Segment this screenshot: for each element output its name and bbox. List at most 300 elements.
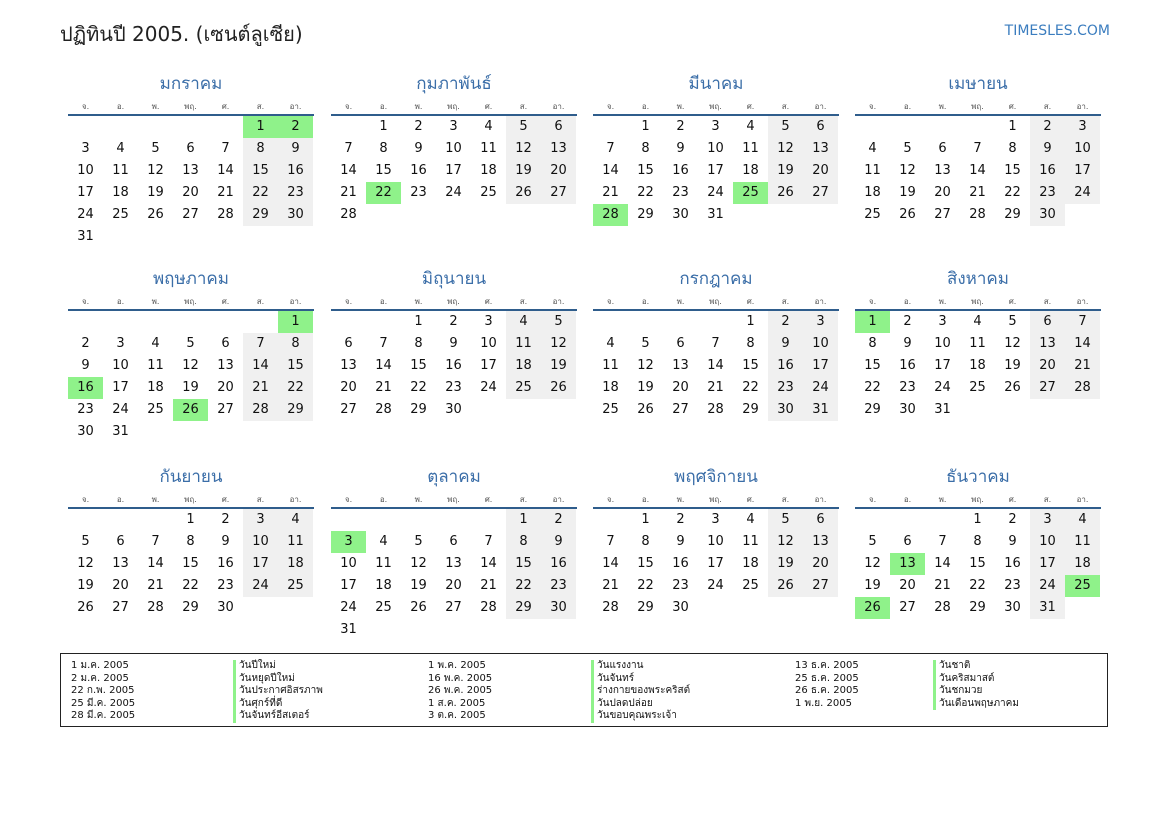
weekday-label: จ.: [868, 102, 877, 111]
day-cell: 12: [506, 138, 541, 160]
day-cell: 5: [81, 534, 90, 549]
day-cell: 28: [217, 207, 234, 222]
day-cell: 15: [243, 160, 278, 182]
day-cell: 8: [1008, 141, 1017, 156]
day-cell: 19: [147, 185, 164, 200]
day-cell: 7: [606, 534, 615, 549]
week-row: [593, 182, 839, 204]
day-cell: 23: [672, 578, 689, 593]
weekday-label: อา.: [552, 297, 565, 306]
weekday-label: อา.: [1076, 102, 1089, 111]
empty-cell: [593, 116, 628, 138]
empty-cell: [331, 116, 366, 138]
month-calendar: [855, 267, 1101, 421]
day-cell: 5: [414, 534, 423, 549]
day-cell: 12: [182, 358, 199, 373]
day-cell: 17: [934, 358, 951, 373]
empty-cell: [593, 509, 628, 531]
weekday-header: [855, 100, 1101, 116]
day-cell: 23: [445, 380, 462, 395]
weekday-header: [855, 493, 1101, 509]
holiday-name: วันชาติ: [933, 660, 1019, 673]
day-cell: 3: [711, 512, 720, 527]
empty-cell: [278, 597, 313, 619]
holiday-date: 26 ธ.ค. 2005: [795, 685, 859, 696]
holiday-dates-col1: [71, 660, 135, 723]
week-row: [855, 333, 1101, 355]
empty-cell: [173, 116, 208, 138]
weekday-label: จ.: [344, 297, 353, 306]
week-row: [593, 377, 839, 399]
day-cell: 11: [969, 336, 986, 351]
weekday-label: พฤ.: [709, 102, 722, 111]
empty-cell: [243, 226, 278, 248]
week-row: [593, 509, 839, 531]
day-cell: 19: [77, 578, 94, 593]
day-cell: 18: [1065, 553, 1100, 575]
weekday-label: พฤ.: [184, 495, 197, 504]
day-cell: 12: [768, 531, 803, 553]
day-cell: 22: [506, 575, 541, 597]
month-calendar: [855, 465, 1101, 619]
day-cell: 9: [768, 333, 803, 355]
week-row: [593, 311, 839, 333]
weekday-label: ส.: [781, 495, 790, 504]
weekday-label: ศ.: [746, 102, 755, 111]
empty-cell: [1065, 204, 1100, 226]
day-cell: 9: [1008, 534, 1017, 549]
day-cell: 23: [1004, 578, 1021, 593]
day-cell: 6: [116, 534, 125, 549]
day-cell: 12: [637, 358, 654, 373]
weekday-label: ส.: [1043, 102, 1052, 111]
day-cell: 5: [768, 509, 803, 531]
weekday-label: ศ.: [1008, 495, 1017, 504]
day-cell: 11: [375, 556, 392, 571]
week-row: [331, 138, 577, 160]
day-cell: 17: [1065, 160, 1100, 182]
day-cell: 13: [803, 138, 838, 160]
day-cell: 20: [803, 553, 838, 575]
weekday-label: พ.: [151, 495, 160, 504]
day-cell: 24: [243, 575, 278, 597]
day-cell: 15: [410, 358, 427, 373]
day-cell: 20: [112, 578, 129, 593]
empty-cell: [208, 311, 243, 333]
empty-cell: [243, 311, 278, 333]
day-cell: 3: [1065, 116, 1100, 138]
day-cell: 2: [414, 119, 423, 134]
day-cell: 11: [742, 534, 759, 549]
day-cell: 11: [112, 163, 129, 178]
day-cell: 3: [243, 509, 278, 531]
empty-cell: [68, 116, 103, 138]
day-cell: 22: [742, 380, 759, 395]
weekday-label: พฤ.: [184, 297, 197, 306]
week-row: [331, 575, 577, 597]
weekday-header: [68, 493, 314, 509]
week-row: [68, 531, 314, 553]
day-cell: 21: [217, 185, 234, 200]
day-cell: 1: [414, 314, 423, 329]
month-calendar: [68, 72, 314, 248]
day-cell: 30: [672, 207, 689, 222]
month-calendar: [331, 72, 577, 226]
empty-cell: [541, 619, 576, 641]
weekday-label: อ.: [903, 102, 912, 111]
day-cell: 3: [711, 119, 720, 134]
day-cell: 21: [707, 380, 724, 395]
day-cell: 10: [803, 333, 838, 355]
day-cell: 30: [445, 402, 462, 417]
day-cell: 22: [278, 377, 313, 399]
day-cell: 7: [973, 141, 982, 156]
day-cell: 21: [147, 578, 164, 593]
day-cell: 20: [803, 160, 838, 182]
day-cell: 24: [803, 377, 838, 399]
empty-cell: [803, 597, 838, 619]
weekday-label: พ.: [414, 102, 423, 111]
day-cell: 31: [803, 399, 838, 421]
weekday-label: พ.: [414, 297, 423, 306]
weekday-label: อ.: [116, 297, 125, 306]
week-row: [855, 531, 1101, 553]
day-cell: 17: [243, 553, 278, 575]
day-cell: 5: [186, 336, 195, 351]
week-row: [855, 204, 1101, 226]
holiday-date: 26 พ.ค. 2005: [428, 685, 493, 696]
day-cell: 13: [672, 358, 689, 373]
day-cell: 29: [637, 600, 654, 615]
day-cell: 24: [480, 380, 497, 395]
day-cell: 1: [641, 119, 650, 134]
day-cell: 27: [934, 207, 951, 222]
day-cell: 20: [217, 380, 234, 395]
empty-cell: [243, 421, 278, 443]
empty-cell: [173, 421, 208, 443]
day-cell: 1: [973, 512, 982, 527]
day-cell: 28: [707, 402, 724, 417]
weekday-label: พฤ.: [447, 495, 460, 504]
empty-cell: [103, 116, 138, 138]
empty-cell: [855, 116, 890, 138]
weekday-label: ส.: [1043, 297, 1052, 306]
day-cell: 3: [81, 141, 90, 156]
empty-cell: [855, 509, 890, 531]
day-cell: 8: [243, 138, 278, 160]
empty-cell: [208, 421, 243, 443]
empty-cell: [331, 311, 366, 333]
day-cell: 12: [410, 556, 427, 571]
weekday-label: จ.: [868, 297, 877, 306]
day-cell: 6: [676, 336, 685, 351]
day-cell: 9: [221, 534, 230, 549]
day-cell: 14: [340, 163, 357, 178]
day-cell: 29: [864, 402, 881, 417]
weekday-label: พ.: [676, 495, 685, 504]
day-cell: 26: [541, 377, 576, 399]
empty-cell: [208, 226, 243, 248]
month-calendar: [68, 465, 314, 619]
day-cell: 15: [864, 358, 881, 373]
day-cell: 1: [506, 509, 541, 531]
day-cell: 16: [278, 160, 313, 182]
day-cell: 28: [1065, 377, 1100, 399]
empty-cell: [890, 116, 925, 138]
day-cell: 30: [1030, 204, 1065, 226]
day-cell: 30: [899, 402, 916, 417]
day-cell: 22: [637, 185, 654, 200]
day-cell: 15: [637, 163, 654, 178]
day-cell: 8: [186, 534, 195, 549]
day-cell: 9: [541, 531, 576, 553]
weekday-label: จ.: [81, 495, 90, 504]
day-cell: 21: [243, 377, 278, 399]
day-cell: 25: [278, 575, 313, 597]
day-cell: 17: [340, 578, 357, 593]
holiday-name: วันปีใหม่: [233, 660, 323, 673]
day-cell: 20: [899, 578, 916, 593]
month-name: พฤษภาคม: [152, 269, 230, 289]
day-cell: 6: [1030, 311, 1065, 333]
week-row: [593, 575, 839, 597]
week-row: [593, 531, 839, 553]
day-cell: 5: [868, 534, 877, 549]
weekday-label: ส.: [1043, 495, 1052, 504]
day-cell: 5: [768, 116, 803, 138]
empty-cell: [506, 619, 541, 641]
day-cell: 29: [278, 399, 313, 421]
day-cell: 28: [375, 402, 392, 417]
day-cell: 3: [331, 531, 366, 553]
weekday-label: อ.: [903, 297, 912, 306]
month-name: ตุลาคม: [427, 467, 481, 487]
empty-cell: [331, 509, 366, 531]
weekday-label: อ.: [379, 495, 388, 504]
day-cell: 2: [278, 116, 313, 138]
holiday-date: 2 ม.ค. 2005: [71, 672, 129, 684]
month-name: กรกฎาคม: [679, 269, 753, 289]
weekday-label: ศ.: [746, 297, 755, 306]
empty-cell: [401, 619, 436, 641]
empty-cell: [103, 226, 138, 248]
month-name: พฤศจิกายน: [674, 467, 758, 487]
day-cell: 21: [602, 578, 619, 593]
day-cell: 2: [676, 119, 685, 134]
day-cell: 2: [676, 512, 685, 527]
day-cell: 1: [746, 314, 755, 329]
empty-cell: [593, 311, 628, 333]
empty-cell: [768, 597, 803, 619]
empty-cell: [243, 597, 278, 619]
weekday-label: จ.: [868, 495, 877, 504]
week-row: [331, 333, 577, 355]
day-cell: 29: [969, 600, 986, 615]
day-cell: 13: [217, 358, 234, 373]
day-cell: 10: [77, 163, 94, 178]
day-cell: 27: [541, 182, 576, 204]
day-cell: 28: [340, 207, 357, 222]
day-cell: 16: [899, 358, 916, 373]
weekday-label: ส.: [519, 495, 528, 504]
month-name: มกราคม: [159, 74, 223, 94]
day-cell: 15: [506, 553, 541, 575]
day-cell: 1: [641, 512, 650, 527]
week-row: [593, 160, 839, 182]
weekday-label: อ.: [641, 495, 650, 504]
day-cell: 29: [243, 204, 278, 226]
day-cell: 15: [969, 556, 986, 571]
day-cell: 27: [182, 207, 199, 222]
day-cell: 1: [186, 512, 195, 527]
weekday-label: อา.: [814, 102, 827, 111]
day-cell: 19: [1004, 358, 1021, 373]
day-cell: 25: [147, 402, 164, 417]
empty-cell: [663, 311, 698, 333]
site-link[interactable]: TIMESLES.COM: [1004, 23, 1110, 39]
month-name: มิถุนายน: [421, 269, 487, 289]
weekday-label: จ.: [606, 102, 615, 111]
day-cell: 8: [746, 336, 755, 351]
empty-cell: [436, 204, 471, 226]
week-row: [593, 333, 839, 355]
day-cell: 22: [182, 578, 199, 593]
weekday-label: พฤ.: [184, 102, 197, 111]
week-row: [593, 116, 839, 138]
day-cell: 20: [445, 578, 462, 593]
day-cell: 31: [77, 229, 94, 244]
week-row: [68, 160, 314, 182]
weekday-header: [593, 295, 839, 311]
weekday-label: ส.: [781, 102, 790, 111]
empty-cell: [1065, 597, 1100, 619]
weekday-label: พ.: [938, 495, 947, 504]
day-cell: 12: [1004, 336, 1021, 351]
day-cell: 25: [969, 380, 986, 395]
day-cell: 27: [672, 402, 689, 417]
empty-cell: [925, 509, 960, 531]
holiday-name: วันเดือนพฤษภาคม: [933, 698, 1019, 711]
empty-cell: [401, 509, 436, 531]
day-cell: 16: [410, 163, 427, 178]
day-cell: 17: [112, 380, 129, 395]
empty-cell: [698, 311, 733, 333]
day-cell: 16: [445, 358, 462, 373]
week-row: [68, 509, 314, 531]
day-cell: 25: [864, 207, 881, 222]
holiday-date: 1 พ.ย. 2005: [795, 697, 852, 709]
empty-cell: [925, 116, 960, 138]
day-cell: 14: [1065, 333, 1100, 355]
day-cell: 21: [340, 185, 357, 200]
empty-cell: [366, 619, 401, 641]
weekday-label: อา.: [1076, 495, 1089, 504]
day-cell: 25: [733, 182, 768, 204]
empty-cell: [366, 311, 401, 333]
empty-cell: [1030, 399, 1065, 421]
day-cell: 19: [768, 160, 803, 182]
day-cell: 26: [77, 600, 94, 615]
day-cell: 28: [480, 600, 497, 615]
day-cell: 13: [445, 556, 462, 571]
weekday-label: อ.: [641, 297, 650, 306]
day-cell: 28: [593, 204, 628, 226]
day-cell: 18: [375, 578, 392, 593]
day-cell: 7: [484, 534, 493, 549]
weekday-label: พฤ.: [709, 297, 722, 306]
weekday-label: จ.: [81, 102, 90, 111]
day-cell: 21: [1065, 355, 1100, 377]
day-cell: 19: [899, 185, 916, 200]
holiday-name: วันคริสมาสต์: [933, 673, 1019, 686]
empty-cell: [768, 204, 803, 226]
day-cell: 26: [147, 207, 164, 222]
day-cell: 8: [641, 141, 650, 156]
weekday-header: [68, 295, 314, 311]
week-row: [331, 597, 577, 619]
day-cell: 6: [803, 116, 838, 138]
day-cell: 7: [711, 336, 720, 351]
day-cell: 9: [903, 336, 912, 351]
day-cell: 8: [868, 336, 877, 351]
day-cell: 9: [278, 138, 313, 160]
month-name: กุมภาพันธ์: [416, 74, 492, 94]
holiday-name: วันประกาศอิสรภาพ: [233, 685, 323, 698]
day-cell: 30: [77, 424, 94, 439]
day-cell: 15: [742, 358, 759, 373]
holiday-name: วันหยุดปีใหม่: [233, 673, 323, 686]
empty-cell: [541, 399, 576, 421]
weekday-label: พฤ.: [971, 297, 984, 306]
week-row: [331, 116, 577, 138]
day-cell: 13: [934, 163, 951, 178]
day-cell: 13: [182, 163, 199, 178]
day-cell: 1: [1008, 119, 1017, 134]
weekday-label: อ.: [379, 297, 388, 306]
day-cell: 2: [1030, 116, 1065, 138]
day-cell: 10: [707, 534, 724, 549]
day-cell: 3: [484, 314, 493, 329]
day-cell: 12: [541, 333, 576, 355]
day-cell: 22: [243, 182, 278, 204]
week-row: [855, 575, 1101, 597]
empty-cell: [208, 116, 243, 138]
day-cell: 24: [934, 380, 951, 395]
weekday-label: พฤ.: [971, 495, 984, 504]
day-cell: 18: [742, 556, 759, 571]
day-cell: 16: [541, 553, 576, 575]
holiday-names-col3: [933, 660, 1019, 710]
empty-cell: [698, 597, 733, 619]
weekday-label: จ.: [344, 102, 353, 111]
day-cell: 18: [147, 380, 164, 395]
empty-cell: [960, 116, 995, 138]
empty-cell: [278, 226, 313, 248]
month-calendar: [593, 267, 839, 421]
day-cell: 6: [803, 509, 838, 531]
weekday-label: อา.: [552, 495, 565, 504]
day-cell: 13: [890, 553, 925, 575]
empty-cell: [628, 311, 663, 333]
holiday-dates-col2: [428, 660, 492, 723]
week-row: [593, 399, 839, 421]
day-cell: 25: [375, 600, 392, 615]
day-cell: 26: [768, 182, 803, 204]
weekday-label: ศ.: [484, 102, 493, 111]
day-cell: 28: [934, 600, 951, 615]
day-cell: 26: [1004, 380, 1021, 395]
day-cell: 9: [449, 336, 458, 351]
